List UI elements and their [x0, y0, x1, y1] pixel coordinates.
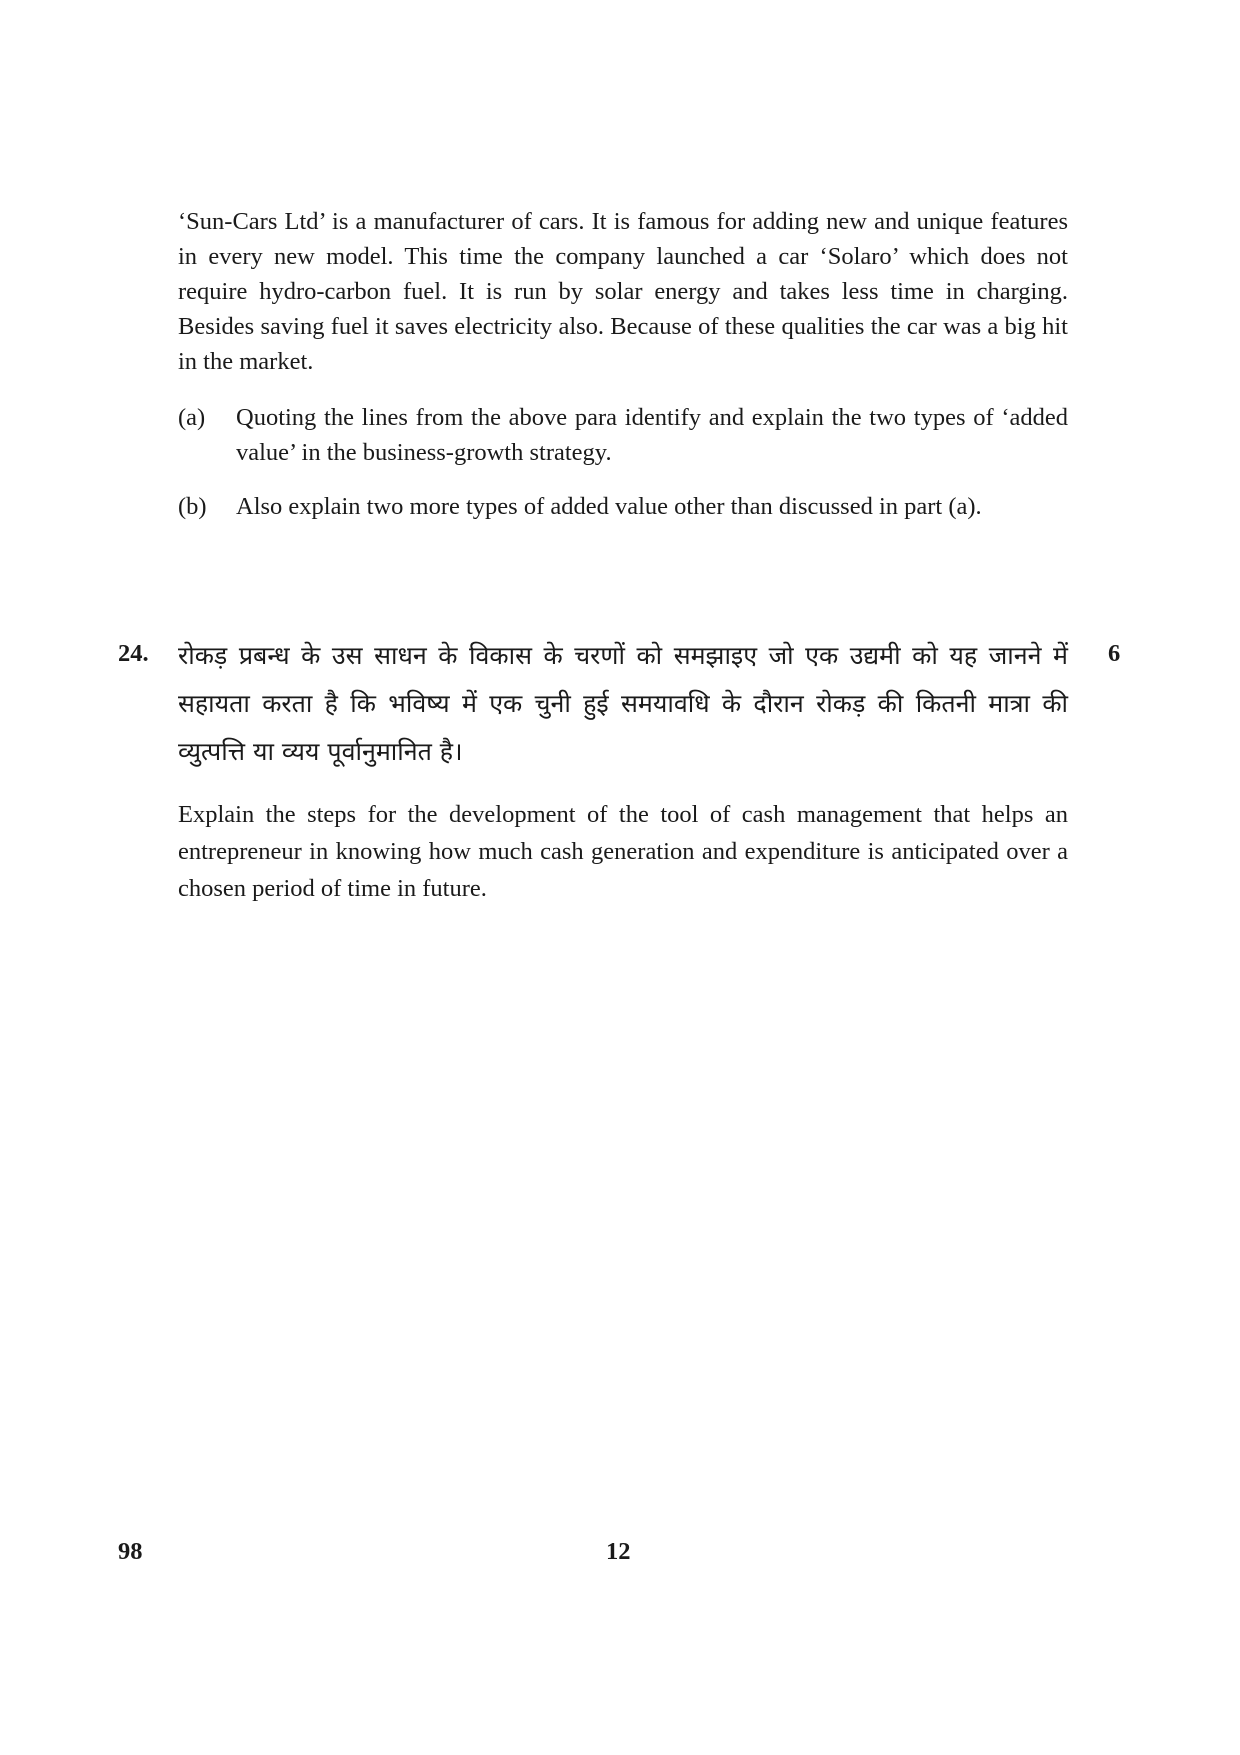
- footer-page-number: 12: [606, 1538, 631, 1565]
- sub-question-a-text: Quoting the lines from the above para identify and explain the two types of ‘added value’ in the business-growth strategy.: [236, 404, 1068, 466]
- sub-question-a: [178, 400, 1068, 470]
- question-marks: 6: [1108, 640, 1121, 667]
- question-text-hindi: रोकड़ प्रबन्ध के उस साधन के विकास के चरणों को समझाइए जो एक उद्यमी को यह जानने में सहायता करता है कि भविष्य में एक चुनी हुई समयावधि के दौरान रोकड़ की कितनी मात्रा की व्युत्पत्ति या व्यय पूर्वानुमानित है।: [178, 641, 1068, 766]
- sub-question-b-label: (b): [178, 493, 207, 520]
- question-number: 24.: [118, 640, 149, 667]
- sub-question-a-label: (a): [178, 404, 206, 431]
- question-text-english: Explain the steps for the development of the tool of cash management that helps an entrepreneur in knowing how much cash generation and expenditure is anticipated over a chosen period of time in future.: [178, 801, 1068, 902]
- sub-question-b: [178, 489, 1068, 524]
- case-study-paragraph: ‘Sun-Cars Ltd’ is a manufacturer of cars. It is famous for adding new and unique features in every new model. This time the company launched a car ‘Solaro’ which does not require hydro-carbon fuel. It is run by solar energy and takes less time in charging. Besides saving fuel it saves electricity also. Because of these qualities the car was a big hit in the market.: [178, 208, 1068, 375]
- sub-question-b-text: Also explain two more types of added value other than discussed in part (a).: [236, 493, 982, 520]
- footer-code: 98: [118, 1538, 143, 1565]
